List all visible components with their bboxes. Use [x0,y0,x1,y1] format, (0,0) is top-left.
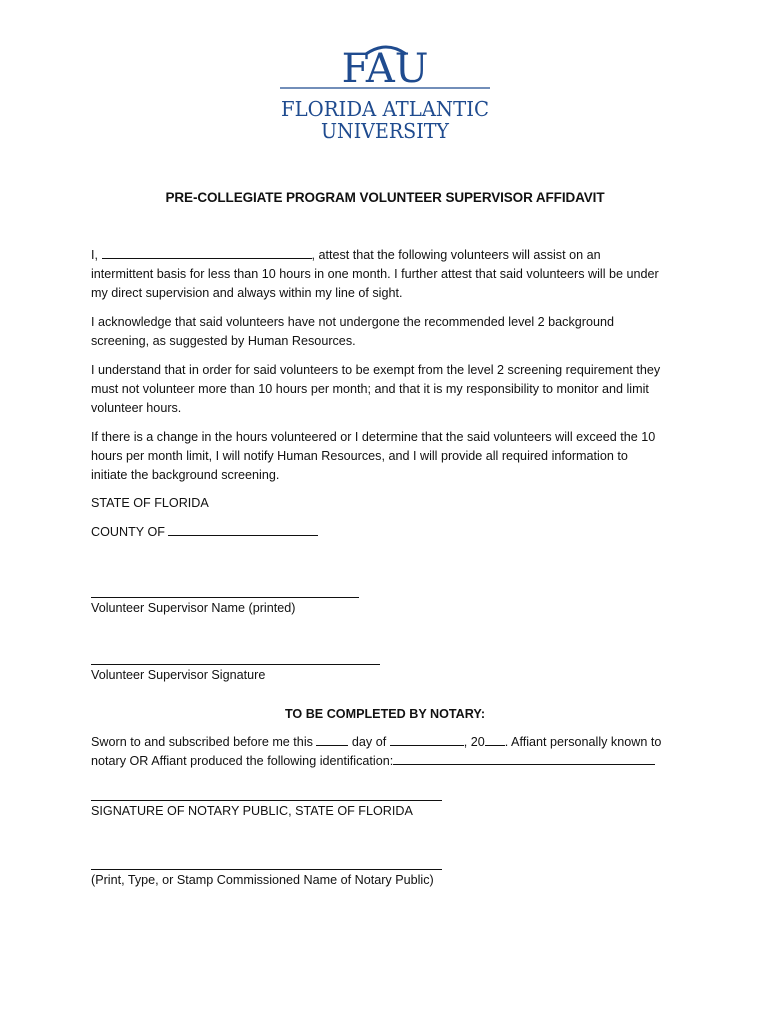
county-label: COUNTY OF [91,525,165,539]
para3-line2: must not volunteer more than 10 hours per month; and that it is my responsibility to monitor and limit [91,382,649,396]
supervisor-name-blank[interactable] [102,247,312,259]
sworn-line2 [91,752,701,771]
notary-name-label: (Print, Type, or Stamp Commissioned Name of Notary Public) [91,873,434,887]
logo-mark: FAU [341,46,429,92]
month-blank[interactable] [390,734,464,746]
supervisor-name-line[interactable] [91,597,359,598]
para2-line2: screening, as suggested by Human Resources. [91,334,356,348]
year-blank[interactable] [485,734,505,746]
supervisor-signature-label: Volunteer Supervisor Signature [91,668,266,682]
para1-line3: my direct supervision and always within my line of sight. [91,286,403,300]
sworn-part2: day of [351,735,387,749]
para1-line1-rest: , attest that the following volunteers will assist on an [311,248,601,262]
sworn-part3: , 20 [463,735,485,749]
para1-prefix: I, [91,248,98,262]
sworn-line2-text: notary OR Affiant produced the following identification: [91,754,394,768]
document-title: PRE-COLLEGIATE PROGRAM VOLUNTEER SUPERVISOR AFFIDAVIT [165,190,605,205]
notary-heading: TO BE COMPLETED BY NOTARY: [284,707,486,721]
logo-line2: UNIVERSITY [321,119,450,142]
notary-name-line[interactable] [91,869,442,870]
para1-line2: intermittent basis for less than 10 hours in one month. I further attest that said volunteers will be under [91,267,659,281]
sworn-line1 [91,733,701,752]
supervisor-name-label: Volunteer Supervisor Name (printed) [91,601,296,615]
day-blank[interactable] [316,734,348,746]
notary-signature-label: SIGNATURE OF NOTARY PUBLIC, STATE OF FLORIDA [91,804,413,818]
para3-line1: I understand that in order for said volunteers to be exempt from the level 2 screening requirement they [91,363,661,377]
sworn-statement [91,733,701,771]
para1-line1 [91,246,691,265]
paragraph-change [91,428,691,485]
paragraph-attestation [91,246,691,303]
county-row [91,523,691,542]
paragraph-understand [91,361,691,418]
state-label: STATE OF FLORIDA [91,496,209,510]
sworn-part1: Sworn to and subscribed before me this [91,735,313,749]
fau-logo-graphic [278,42,492,142]
para4-line1: If there is a change in the hours volunteered or I determine that the said volunteers will exceed the 10 [91,430,656,444]
fau-logo [278,42,492,142]
supervisor-signature-line[interactable] [91,664,380,665]
county-blank[interactable] [168,524,318,536]
identification-blank[interactable] [393,753,655,765]
para3-line3: volunteer hours. [91,401,182,415]
para4-line3: initiate the background screening. [91,468,280,482]
notary-signature-line[interactable] [91,800,442,801]
para4-line2: hours per month limit, I will notify Human Resources, and I will provide all required information to [91,449,628,463]
para2-line1: I acknowledge that said volunteers have not undergone the recommended level 2 background [91,315,614,329]
logo-line1: FLORIDA ATLANTIC [281,97,489,121]
paragraph-acknowledge [91,313,691,351]
sworn-part4: . Affiant personally known to [504,735,662,749]
